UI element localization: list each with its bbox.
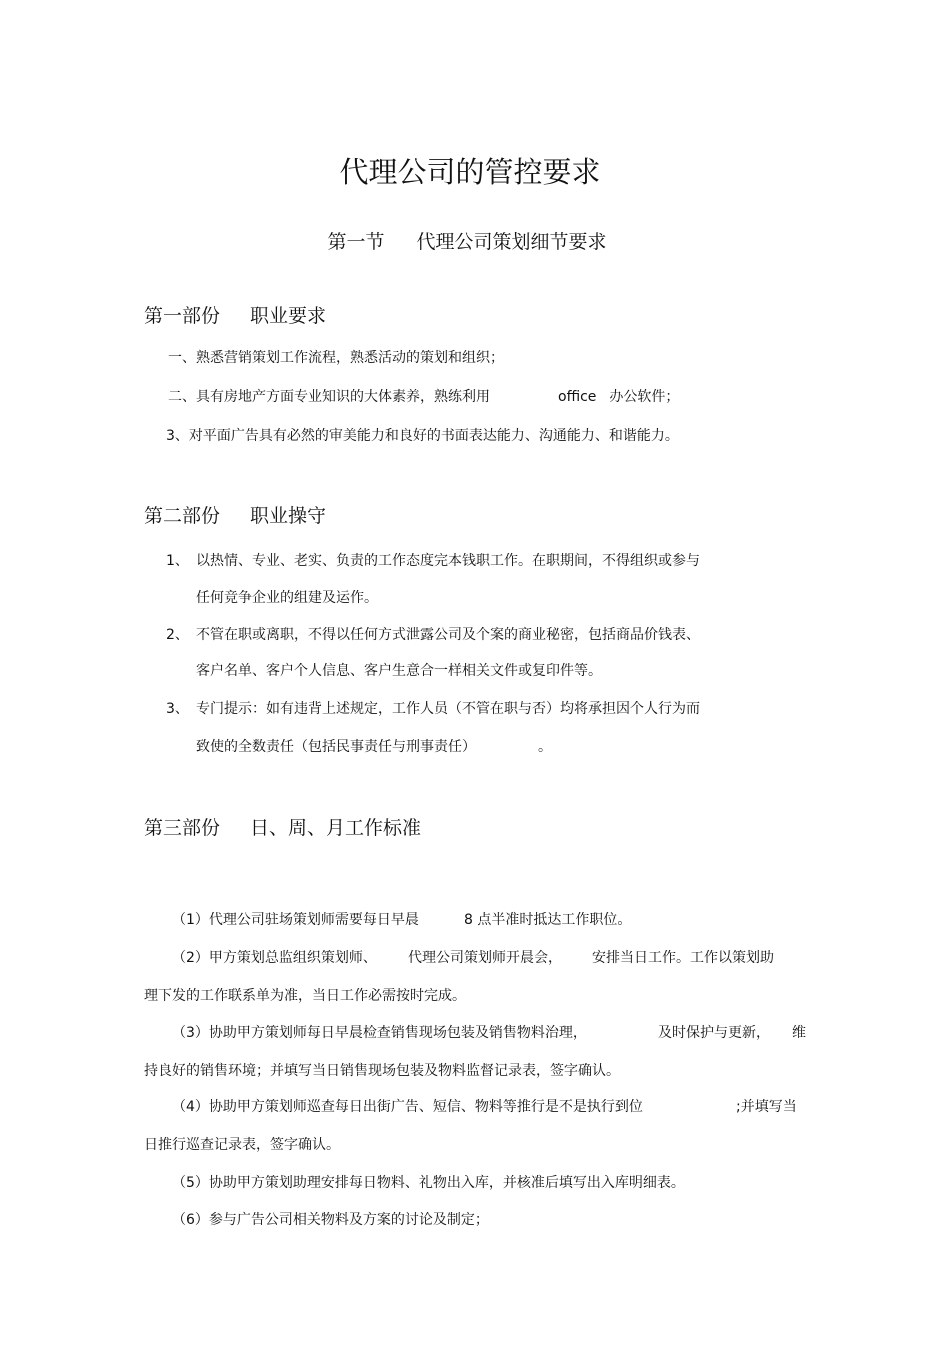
part1-item-2-office (558, 386, 679, 408)
part3-heading-text: 日、周、月工作标准 (250, 817, 422, 839)
part3-item-1a: （1）代理公司驻场策划师需要每日早晨 (172, 912, 419, 928)
part3-item-2-cont: 理下发的工作联系单为准，当日工作必需按时完成。 (144, 988, 466, 1004)
part2-item-2-line1: 不管在职或离职，不得以任何方式泄露公司及个案的商业秘密，包括商品价钱表、 (196, 627, 700, 643)
part3-item-6: （6）参与广告公司相关物料及方案的讨论及制定； (172, 1212, 489, 1228)
section-subtitle (0, 226, 934, 258)
part2-item-3-num: 3、 (166, 701, 189, 717)
part2-heading-prefix: 第二部份 (144, 505, 221, 527)
part1-item-2-text-a: 二、具有房地产方面专业知识的大体素养，熟练利用 (168, 389, 490, 405)
part2-item-1-line1: 以热情、专业、老实、负责的工作态度完本钱职工作。在职期间，不得组织或参与 (196, 553, 700, 569)
part3-item-2a: （2）甲方策划总监组织策划师、 (172, 950, 377, 966)
part1-item-1: 一、熟悉营销策划工作流程，熟悉活动的策划和组织； (168, 350, 504, 366)
part3-item-3c: 维 (792, 1025, 806, 1041)
part2-item-3-line2b: 。 (538, 739, 552, 755)
part1-heading-prefix: 第一部份 (144, 305, 221, 327)
part3-item-3-cont: 持良好的销售环境；并填写当日销售现场包装及物料监督记录表，签字确认。 (144, 1063, 620, 1079)
part3-item-1b: 8 点半准时抵达工作职位。 (464, 912, 632, 928)
part1-item-2 (168, 386, 490, 408)
part3-item-5: （5）协助甲方策划助理安排每日物料、礼物出入库，并核准后填写出入库明细表。 (172, 1175, 685, 1191)
part1-item-2-text-c: 办公软件； (609, 389, 680, 405)
part3-item-2c: 安排当日工作。工作以策划助 (592, 950, 774, 966)
part3-item-4-cont: 日推行巡查记录表，签字确认。 (144, 1137, 340, 1153)
part1-heading (144, 300, 326, 332)
part3-item-4a: （4）协助甲方策划师巡查每日出街广告、短信、物料等推行是不是执行到位 (172, 1099, 643, 1115)
part1-heading-text: 职业要求 (250, 305, 327, 327)
part2-item-2-num: 2、 (166, 627, 189, 643)
part3-item-2b: 代理公司策划师开晨会， (408, 950, 562, 966)
part1-item-3: 3、对平面广告具有必然的审美能力和良好的书面表达能力、沟通能力、和谐能力。 (166, 428, 679, 444)
document-title: 代理公司的管控要求 (339, 155, 601, 189)
part2-item-3-line2a: 致使的全数责任（包括民事责任与刑事责任） (196, 739, 476, 755)
part2-item-1-num: 1、 (166, 553, 189, 569)
part2-item-2-line2: 客户名单、客户个人信息、客户生意合一样相关文件或复印件等。 (196, 663, 602, 679)
part2-heading (144, 500, 326, 532)
part2-item-3-line1: 专门提示：如有违背上述规定，工作人员（不管在职与否）均将承担因个人行为而 (196, 701, 700, 717)
part1-item-2-text-b: office (558, 389, 597, 405)
subtitle-text: 代理公司策划细节要求 (416, 231, 607, 253)
part3-item-3b: 及时保护与更新， (658, 1025, 770, 1041)
part3-item-3a: （3）协助甲方策划师每日早晨检查销售现场包装及销售物料治理， (172, 1025, 587, 1041)
subtitle-prefix: 第一节 (327, 231, 385, 253)
part2-heading-text: 职业操守 (250, 505, 327, 527)
part2-item-1-line2: 任何竞争企业的组建及运作。 (196, 590, 378, 606)
part3-item-4b: ;并填写当 (736, 1099, 797, 1115)
part3-heading-prefix: 第三部份 (144, 817, 221, 839)
part3-heading (144, 812, 421, 844)
